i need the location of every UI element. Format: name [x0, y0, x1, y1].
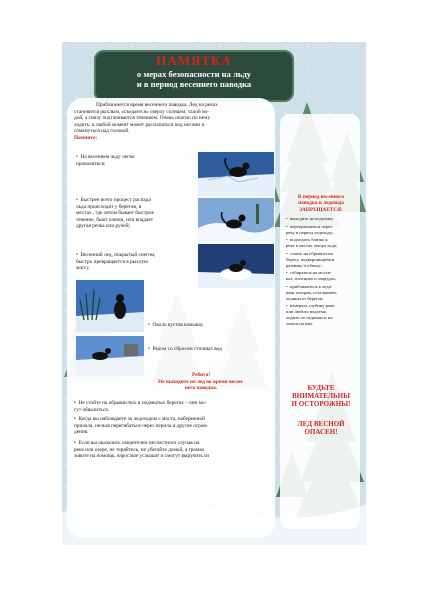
- caution-message: БУДЬТЕ ВНИМАТЕЛЬНЫ И ОСТОРОЖНЫ!: [291, 384, 351, 409]
- list-item: • На весеннем льду легко провалиться;: [76, 154, 194, 167]
- cat-near-shore-illustration: [198, 198, 274, 242]
- kids-warning: Ребята! Не выходите на лед во время весен- него паводка.: [132, 372, 270, 392]
- title-line-2: и в период весеннего паводка: [136, 79, 252, 89]
- remember-label: Помните:: [74, 134, 98, 141]
- sidebar-item: • собираться на мости- ках, плотинах и запрудах;: [286, 270, 356, 282]
- list-item: • Когда вы наблюдаете за ледоходом с моста, набережной причала, нельзя перегибаться через перила и другие ограж- дения.: [74, 416, 272, 436]
- sidebar-list: [286, 216, 356, 329]
- intro-line: становится рыхлым, «съедается» сверху солнцем, талой во-: [74, 108, 209, 115]
- intro-paragraph: [74, 102, 270, 142]
- cat-by-reeds-illustration: [76, 280, 144, 332]
- intro-line: сомкнуться над головой.: [74, 128, 130, 135]
- sidebar-item: • стоять на обрывистом берегу, подвергающемся размыву и обвалу;: [286, 251, 356, 268]
- kids-heading: Ребята!: [192, 372, 210, 378]
- list-item: • Рядом со сбросом сточных вод: [148, 346, 268, 353]
- cat-on-ice-illustration: [198, 152, 274, 196]
- list-item: • Весенний лед, покрытый снегом, быстро превращается в рыхлую массу.: [76, 252, 194, 272]
- danger-message: ЛЕД ВЕСНОЙ ОПАСЕН!: [297, 420, 345, 437]
- list-item: • Около кустов камыша;: [148, 322, 268, 329]
- title-line-1: о мерах безопасности на льду: [136, 69, 252, 79]
- intro-line: дой, а снизу подтачивается течением. Очень опасно по нему: [74, 115, 211, 122]
- sidebar-heading: В период весеннего паводка и ледохода ЗАПРЕЩАЕТСЯ:: [297, 194, 345, 213]
- sidebar-item: • подходить близко к реке в местах затора льда;: [286, 237, 356, 249]
- sidebar-item: • выходить на водоемы;: [286, 216, 356, 222]
- title-main: ПАМЯТКА: [156, 53, 232, 68]
- sidebar-item: • измерять глубину реки или любого водоема, ходить по льдинам и ка- таться на них.: [286, 303, 356, 326]
- list-item: • Если вы оказались свидетелем несчастного случая на реке или озере, не теряйтесь, не убегайте домой, а громко зовите на помощь, взрослые услышат и смогут выручить из: [74, 440, 272, 460]
- title-banner: [94, 50, 294, 102]
- poster: [62, 42, 366, 545]
- list-item: • Быстрее всего процесс распада льда происходит у берегов, в местах , где летом бывает быстрое течение, бьют ключи, или впадает другая речка или ручей;: [76, 197, 194, 230]
- sidebar-item: • переправляться через реку в период ледохода;: [286, 224, 356, 236]
- cat-by-drain-illustration: [76, 336, 144, 376]
- intro-line: ходить: в любой момент может рассыпаться под ногами и: [74, 121, 205, 128]
- intro-line: Приближается время весеннего паводка. Лед на реках: [96, 102, 218, 108]
- list-item: • Не стойте на обрывистых и подмытых берегах – они мо- гут обвалиться.: [74, 400, 272, 413]
- cat-on-snow-illustration: [198, 244, 274, 288]
- sidebar-item: • приближаться к ледя- ным заторам, отталкивать льдины от берегов;: [286, 284, 356, 301]
